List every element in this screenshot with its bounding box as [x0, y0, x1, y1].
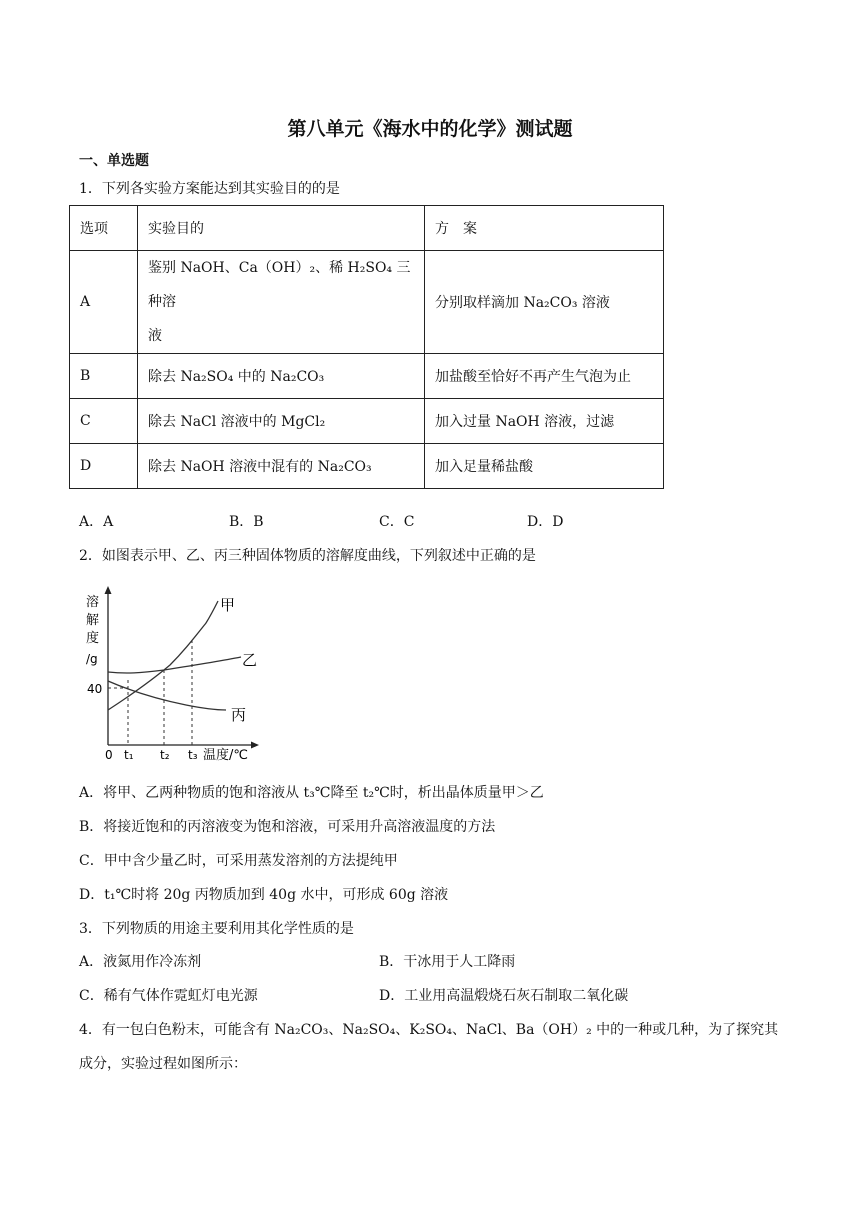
- table-cell-purpose: [138, 251, 425, 354]
- table-cell-option: B: [70, 354, 138, 399]
- table-cell-purpose: 除去 NaCl 溶液中的 MgCl₂: [138, 399, 425, 444]
- q2-option-c: C．甲中含少量乙时，可采用蒸发溶剂的方法提纯甲: [79, 853, 398, 869]
- q3-option-b: B．干冰用于人工降雨: [379, 954, 516, 970]
- q3-option-c: C．稀有气体作霓虹灯电光源: [79, 988, 258, 1004]
- q1-option-a: A．A: [79, 514, 114, 530]
- curve-label-bing: 丙: [231, 706, 247, 724]
- q1-option-b: B．B: [229, 514, 264, 530]
- q2-option-b: B．将接近饱和的丙溶液变为饱和溶液，可采用升高溶液温度的方法: [79, 819, 496, 835]
- table-row: [70, 251, 664, 354]
- table-cell-option: A: [70, 251, 138, 354]
- table-cell-plan: 加盐酸至恰好不再产生气泡为止: [425, 354, 664, 399]
- y-tick-label: 40: [87, 682, 103, 696]
- table-row: [70, 399, 664, 444]
- q2-option-a: A．将甲、乙两种物质的饱和溶液从 t₃℃降至 t₂℃时，析出晶体质量甲＞乙: [79, 785, 544, 801]
- section-heading: 一、单选题: [79, 153, 149, 169]
- table-cell-purpose: 除去 Na₂SO₄ 中的 Na₂CO₃: [138, 354, 425, 399]
- x-tick-label: 0: [105, 748, 113, 762]
- y-axis-label: 度: [86, 631, 100, 646]
- x-axis-label: 温度/℃: [203, 748, 248, 763]
- x-tick-label: t₃: [188, 748, 198, 762]
- q3-option-d: D．工业用高温煅烧石灰石制取二氧化碳: [379, 988, 629, 1004]
- table-header-row: [70, 206, 664, 251]
- table-cell-plan: 分别取样滴加 Na₂CO₃ 溶液: [425, 251, 664, 354]
- x-axis-arrow: [251, 742, 259, 749]
- purpose-line: 鉴别 NaOH、Ca（OH）₂、稀 H₂SO₄ 三种溶: [148, 260, 411, 310]
- table-header-cell: 选项: [70, 206, 138, 251]
- solubility-curve-graph: [76, 583, 266, 765]
- table-cell-option: C: [70, 399, 138, 444]
- q4-stem-line2: 成分，实验过程如图所示：: [79, 1056, 247, 1072]
- q3-option-a: A．液氮用作冷冻剂: [79, 954, 202, 970]
- page-title: 第八单元《海水中的化学》测试题: [287, 118, 573, 140]
- y-axis-arrow: [105, 586, 112, 594]
- table-row: [70, 354, 664, 399]
- curve-bing: [108, 681, 226, 710]
- q1-stem: 1．下列各实验方案能达到其实验目的的是: [79, 181, 340, 197]
- y-axis-label: 溶: [86, 595, 100, 610]
- table-header-cell: 方 案: [425, 206, 664, 251]
- x-tick-label: t₁: [124, 748, 134, 762]
- q3-stem: 3．下列物质的用途主要利用其化学性质的是: [79, 921, 354, 937]
- y-axis-label: /g: [86, 652, 98, 666]
- y-axis-label: 解: [86, 613, 100, 628]
- table-row: [70, 444, 664, 489]
- q1-option-d: D．D: [527, 514, 564, 530]
- q1-option-c: C．C: [379, 514, 415, 530]
- table-header-cell: 实验目的: [138, 206, 425, 251]
- table-cell-plan: 加入过量 NaOH 溶液，过滤: [425, 399, 664, 444]
- x-tick-label: t₂: [160, 748, 170, 762]
- table-cell-option: D: [70, 444, 138, 489]
- table-cell-purpose: 除去 NaOH 溶液中混有的 Na₂CO₃: [138, 444, 425, 489]
- curve-jia: [108, 601, 218, 710]
- curve-label-jia: 甲: [220, 596, 236, 614]
- q4-stem-line1: 4．有一包白色粉末，可能含有 Na₂CO₃、Na₂SO₄、K₂SO₄、NaCl、Ba（OH）₂ 中的一种或几种，为了探究其: [79, 1022, 779, 1038]
- q1-table: [69, 205, 664, 489]
- q2-option-d: D．t₁℃时将 20g 丙物质加到 40g 水中，可形成 60g 溶液: [79, 887, 449, 903]
- purpose-line: 液: [148, 328, 162, 344]
- q2-stem: 2．如图表示甲、乙、丙三种固体物质的溶解度曲线，下列叙述中正确的是: [79, 548, 536, 564]
- curve-label-yi: 乙: [242, 651, 258, 669]
- table-cell-plan: 加入足量稀盐酸: [425, 444, 664, 489]
